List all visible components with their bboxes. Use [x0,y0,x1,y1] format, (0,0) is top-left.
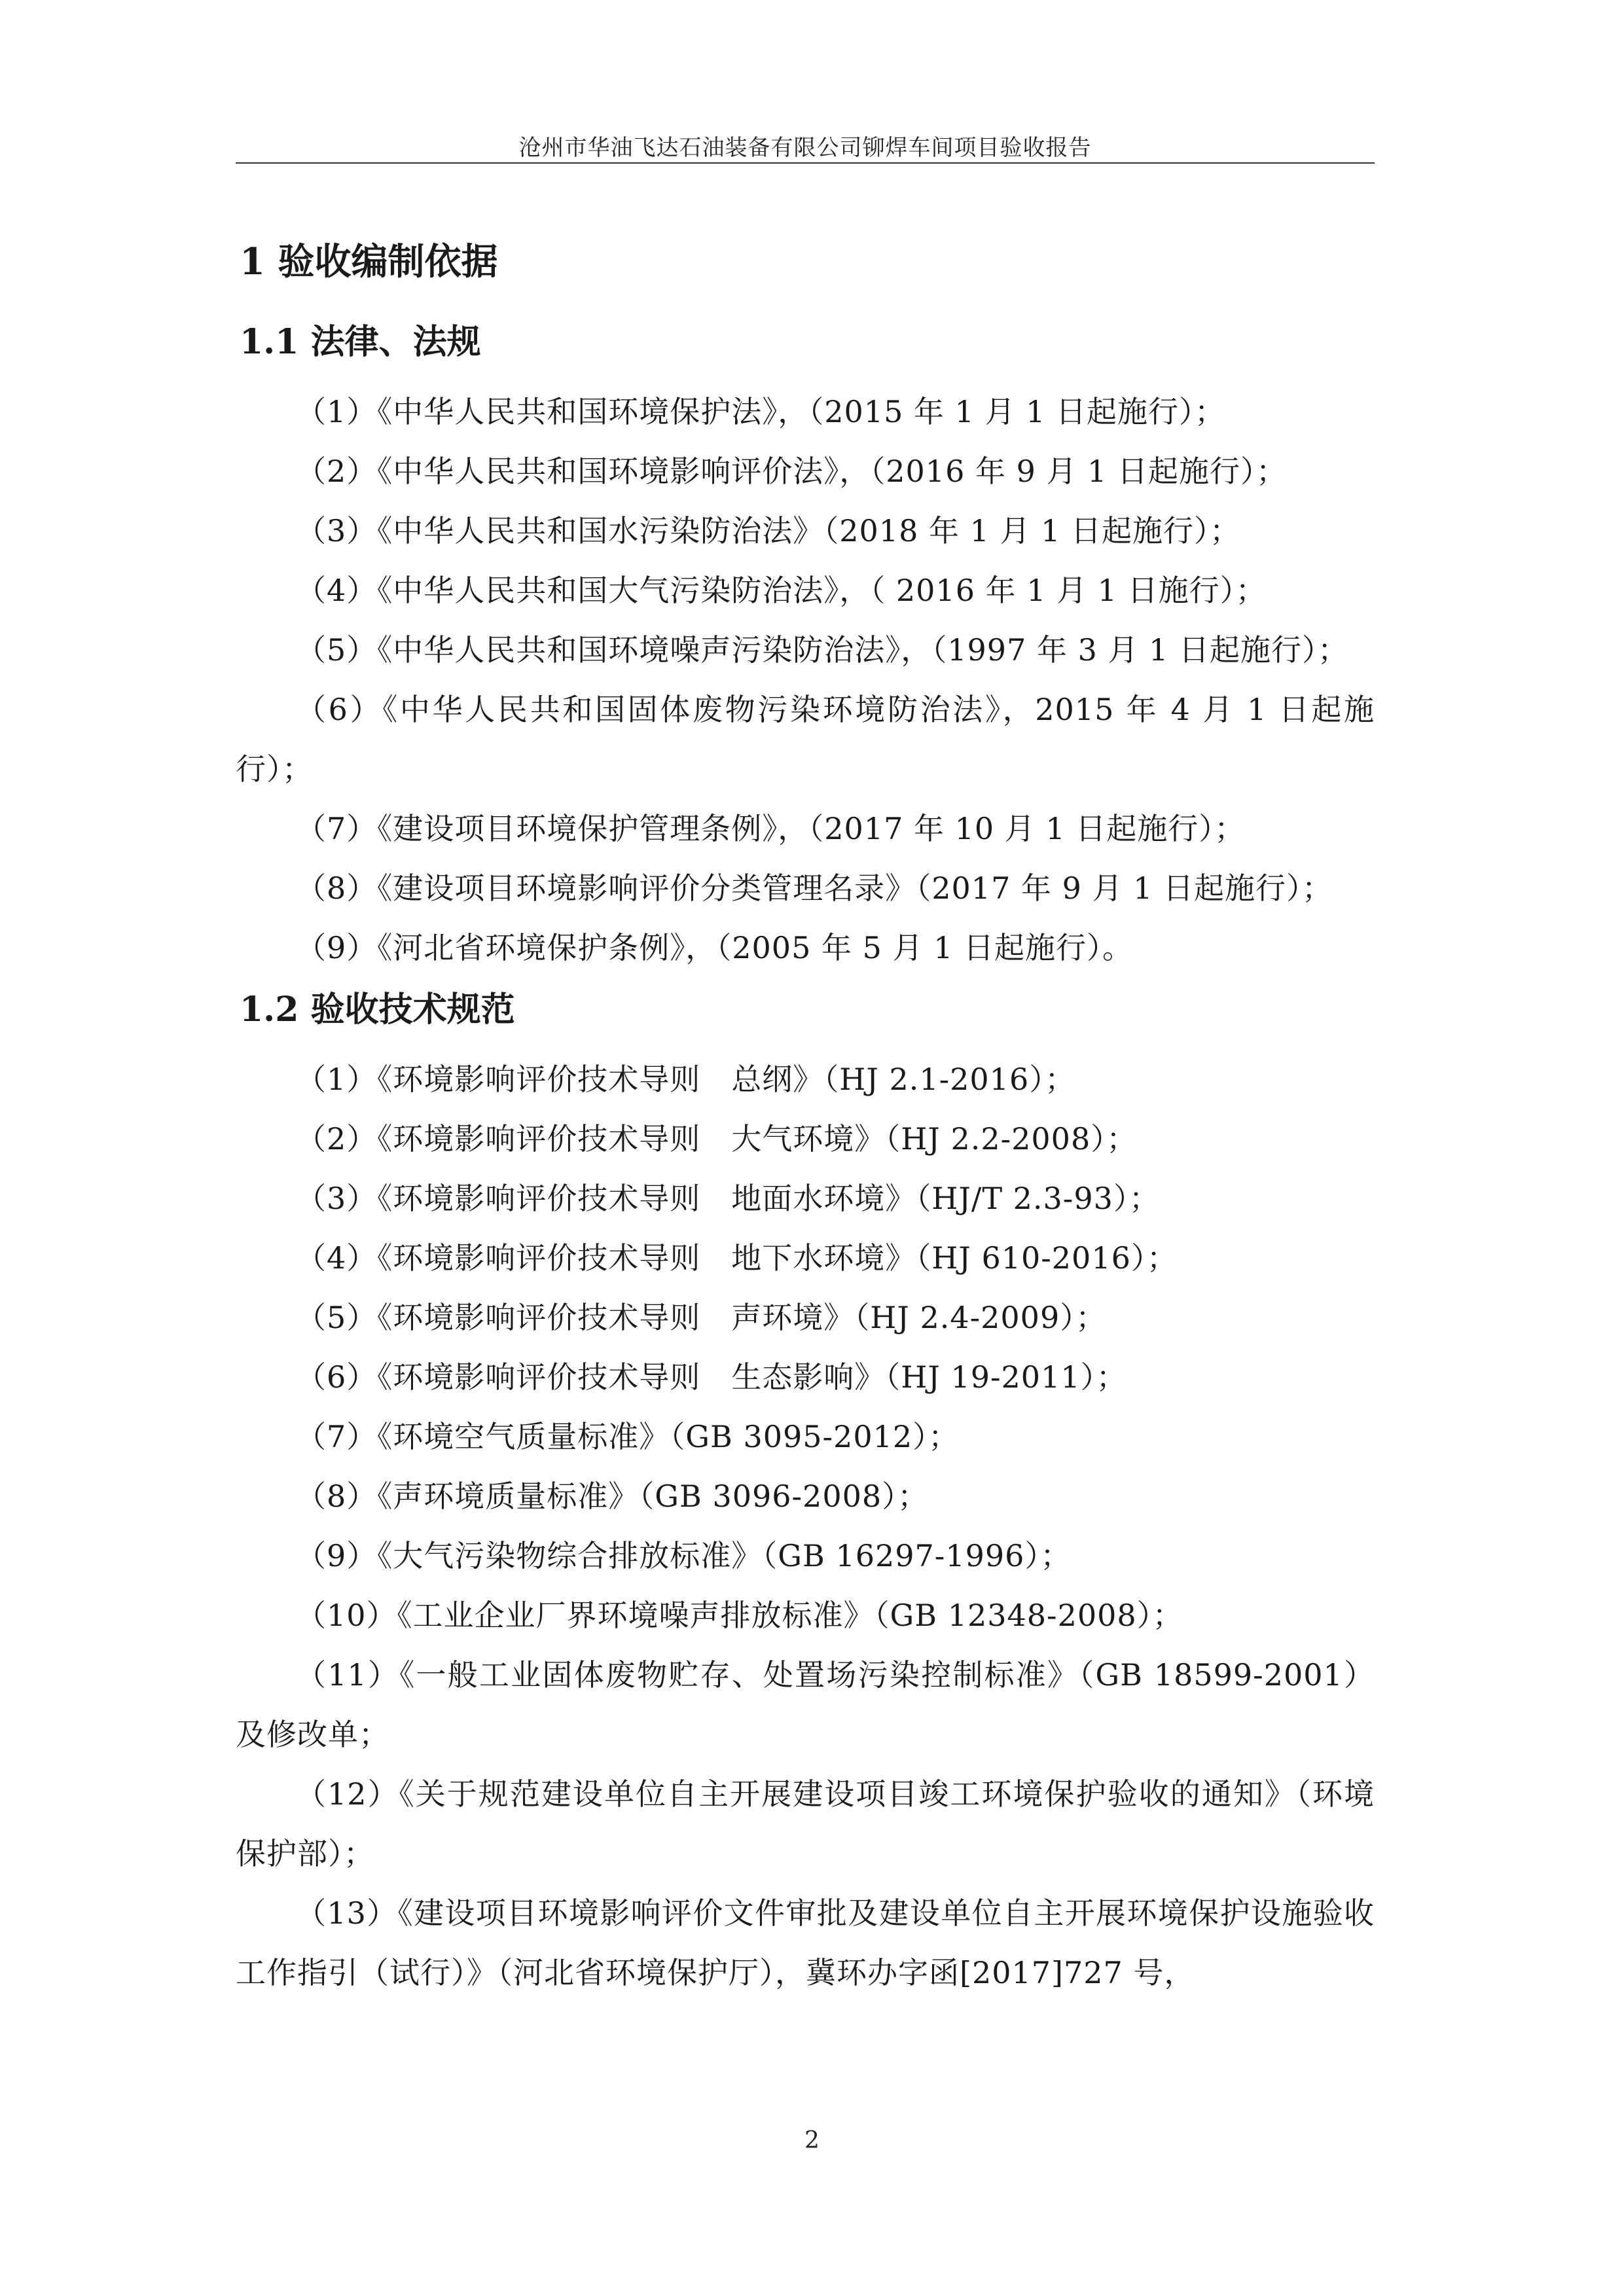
list-item: （7）《环境空气质量标准》（GB 3095-2012）； [296,1419,960,1454]
laws-regulations-list [236,382,1375,978]
list-item: （3）《中华人民共和国水污染防治法》（2018 年 1 月 1 日起施行）； [296,513,1240,548]
section-1-heading: 1 验收编制依据 [240,240,498,283]
list-item: （1）《中华人民共和国环境保护法》，（2015 年 1 月 1 日起施行）； [296,394,1225,429]
section-1-2-heading: 1.2 验收技术规范 [240,990,515,1030]
list-item: （10）《工业企业厂界环境噪声排放标准》（GB 12348-2008）； [296,1598,1183,1633]
list-item: （4）《环境影响评价技术导则 地下水环境》（HJ 610-2016）； [296,1240,1178,1276]
list-item: （11）《一般工业固体废物贮存、处置场污染控制标准》（GB 18599-2001）及修改单； [236,1657,1375,1752]
list-item: （9）《河北省环境保护条例》，（2005 年 5 月 1 日起施行）。 [296,930,1133,965]
page-number: 2 [804,2127,820,2154]
list-item: （4）《中华人民共和国大气污染防治法》，（ 2016 年 1 月 1 日施行）； [296,573,1267,608]
list-item: （13）《建设项目环境影响评价文件审批及建设单位自主开展环境保护设施验收工作指引（试行）》（河北省环境保护厅），冀环办字函[2017]727 号， [236,1895,1375,1990]
list-item: （2）《环境影响评价技术导则 大气环境》（HJ 2.2-2008）； [296,1121,1138,1157]
list-item: （5）《中华人民共和国环境噪声污染防治法》，（1997 年 3 月 1 日起施行）； [296,632,1348,668]
list-item: （6）《环境影响评价技术导则 生态影响》（HJ 19-2011）； [296,1359,1127,1395]
list-item: （9）《大气污染物综合排放标准》（GB 16297-1996）； [296,1538,1072,1573]
list-item: （5）《环境影响评价技术导则 声环境》（HJ 2.4-2009）； [296,1300,1107,1335]
list-item: （8）《声环境质量标准》（GB 3096-2008）； [296,1479,929,1514]
page-header: 沧州市华油飞达石油装备有限公司铆焊车间项目验收报告 [518,135,1092,161]
list-item: （6）《中华人民共和国固体废物污染环境防治法》，2015 年 4 月 1 日起施行）； [236,692,1375,787]
technical-standards-list [236,1050,1375,2003]
list-item: （1）《环境影响评价技术导则 总纲》（HJ 2.1-2016）； [296,1062,1076,1097]
list-item: （2）《中华人民共和国环境影响评价法》，（2016 年 9 月 1 日起施行）； [296,454,1287,489]
document-body [236,236,1375,2003]
header-divider [236,162,1375,164]
list-item: （8）《建设项目环境影响评价分类管理名录》（2017 年 9 月 1 日起施行）； [296,870,1333,906]
section-1-1-heading: 1.1 法律、法规 [240,322,481,362]
list-item: （7）《建设项目环境保护管理条例》，（2017 年 10 月 1 日起施行）； [296,811,1246,846]
list-item: （12）《关于规范建设单位自主开展建设项目竣工环境保护验收的通知》（环境保护部）； [236,1776,1375,1871]
list-item: （3）《环境影响评价技术导则 地面水环境》（HJ/T 2.3-93）； [296,1181,1160,1216]
